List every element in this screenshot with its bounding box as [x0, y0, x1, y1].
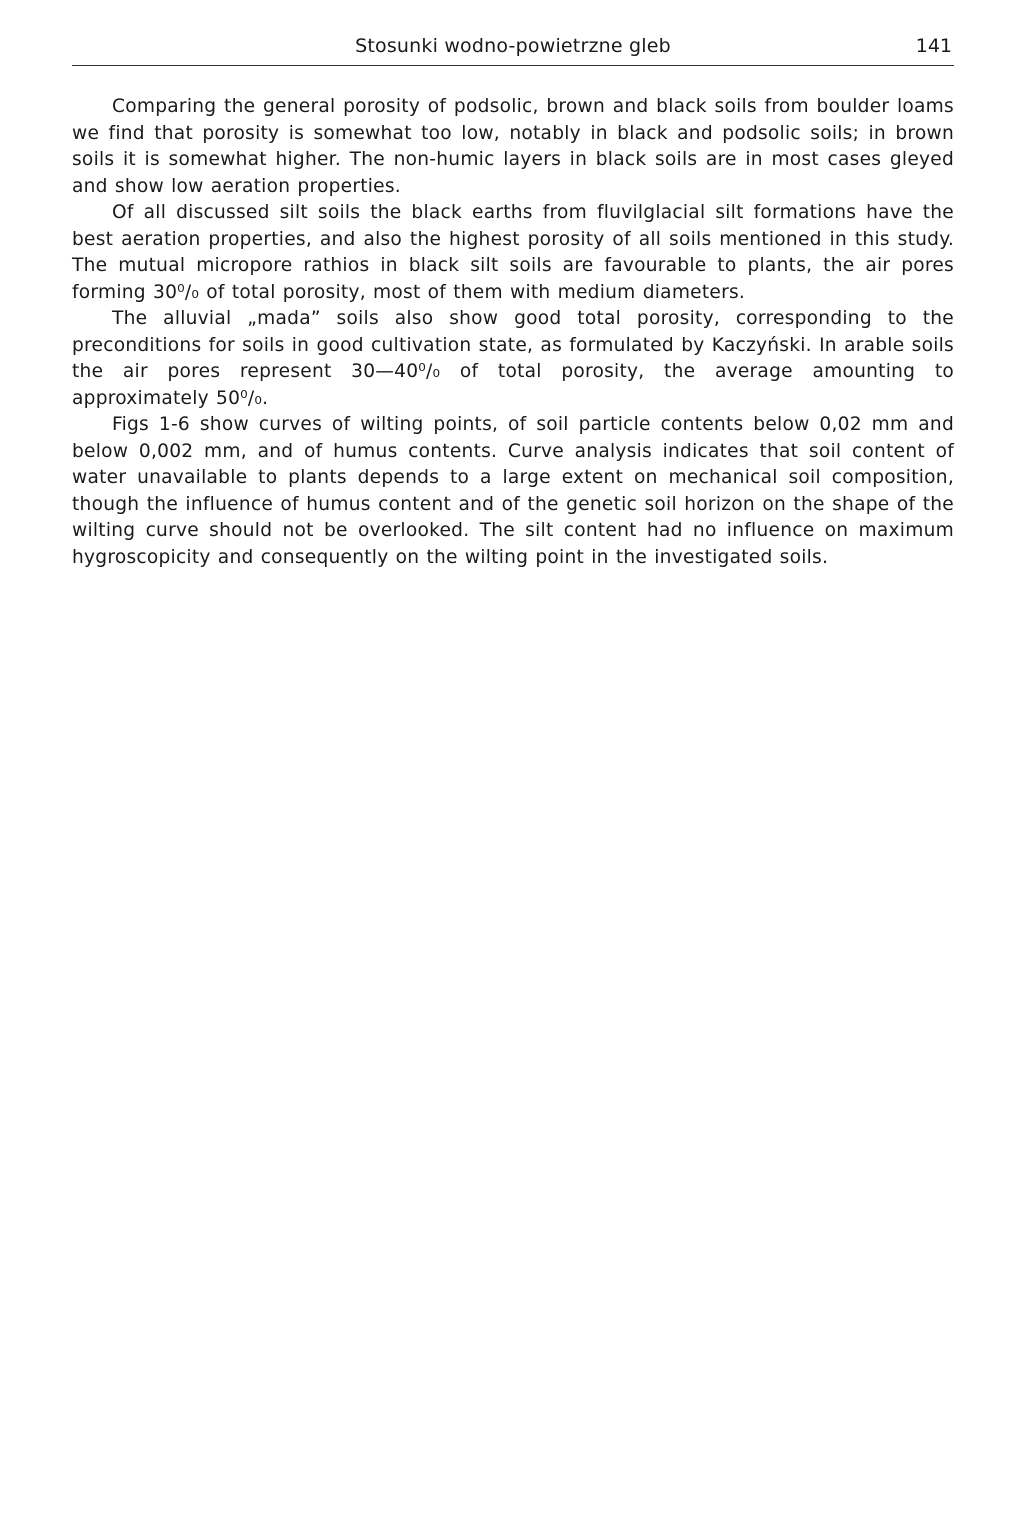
paragraph-alluvial-mada-soils: The alluvial „mada” soils also show good total porosity, corresponding to the preconditions for soils in good cultivation state, as formulated by Kaczyński. In arable soils the air pores represent 30—40⁰/₀ of total porosity, the average amounting to approximately 50⁰/₀.: [72, 308, 954, 409]
running-header: [72, 32, 954, 60]
paragraph-silt-soils: Of all discussed silt soils the black earths from fluvilglacial silt formations have the best aeration properties, and also the highest porosity of all soils mentioned in this study. The mutual micropore rathios in black silt soils are favourable to plants, the air pores forming 30⁰/₀ of total porosity, most of them with medium diameters.: [72, 202, 954, 303]
document-page: [72, 32, 954, 571]
header-rule: [72, 65, 954, 66]
page-number: 141: [915, 35, 952, 57]
body-text: [72, 94, 954, 571]
running-title: Stosunki wodno-powietrzne gleb: [355, 35, 671, 57]
paragraph-wilting-curves: Figs 1-6 show curves of wilting points, of soil particle contents below 0,02 mm and below 0,002 mm, and of humus contents. Curve analysis indicates that soil content of water unavailable to plants depends to a large extent on mechanical soil composition, though the influence of humus content and of the genetic soil horizon on the shape of the wilting curve should not be overlooked. The silt content had no influence on maximum hygroscopicity and consequently on the wilting point in the investigated soils.: [72, 414, 954, 568]
paragraph-porosity-boulder-loams: Comparing the general porosity of podsolic, brown and black soils from boulder loams we find that porosity is somewhat too low, notably in black and podsolic soils; in brown soils it is somewhat higher. The non-humic layers in black soils are in most cases gleyed and show low aeration properties.: [72, 96, 954, 197]
